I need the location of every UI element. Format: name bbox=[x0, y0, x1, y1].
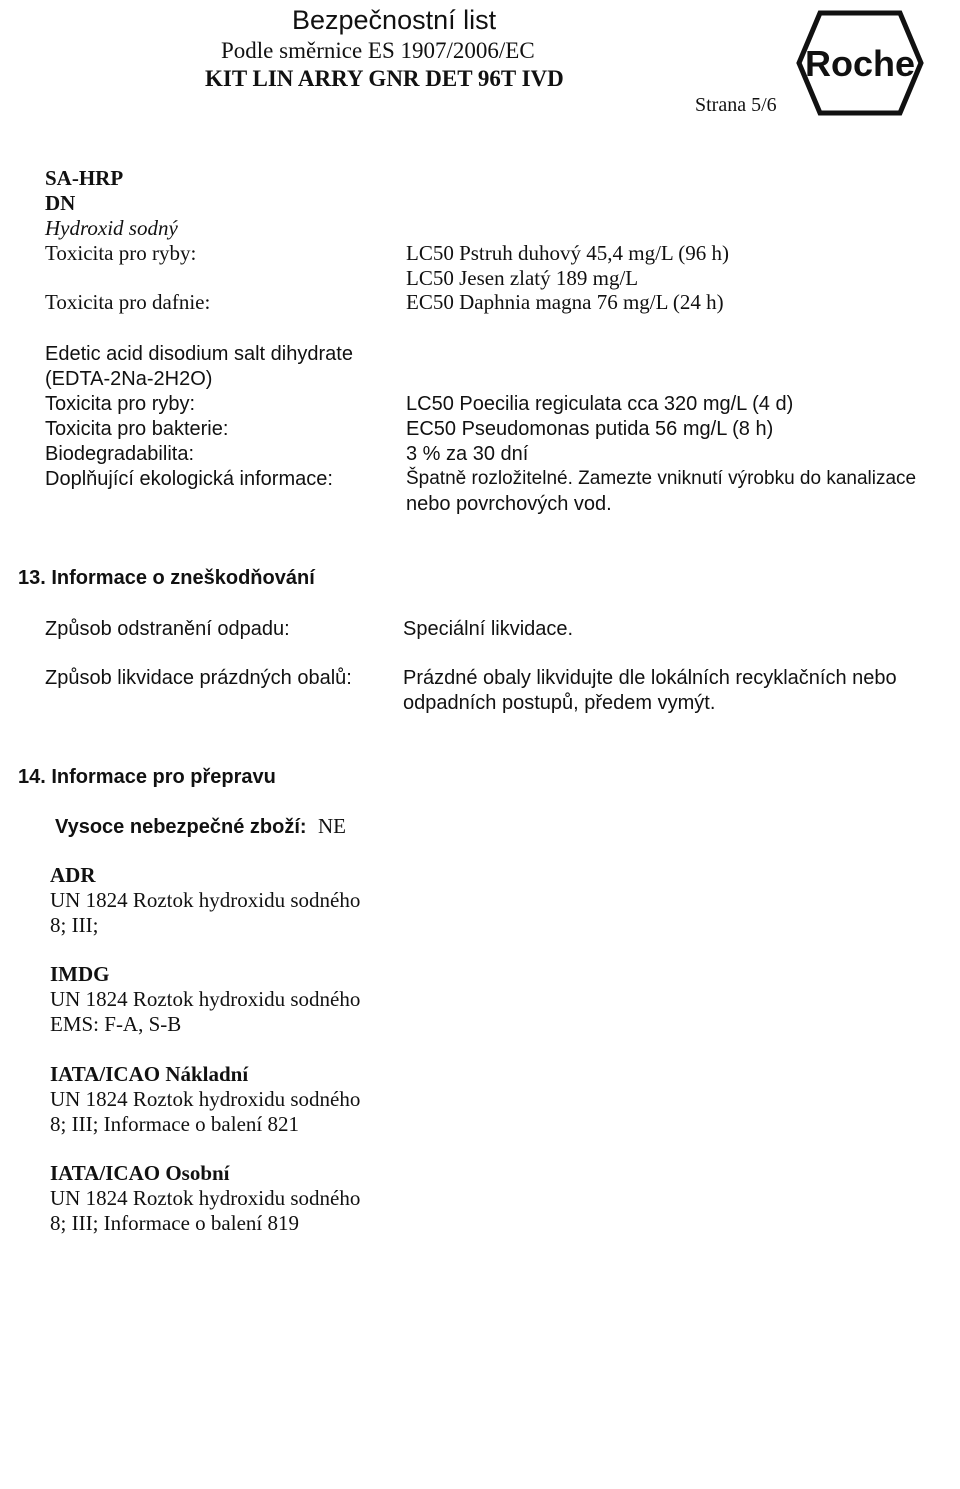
iata-passenger-line1: UN 1824 Roztok hydroxidu sodného bbox=[50, 1186, 361, 1210]
edta-fish-value: LC50 Poecilia regiculata cca 320 mg/L (4 d) bbox=[406, 393, 794, 415]
edta-extra-info-value-2: nebo povrchových vod. bbox=[406, 493, 612, 515]
waste-disposal-label: Způsob odstranění odpadu: bbox=[45, 618, 290, 640]
logo-wordmark: Roche bbox=[804, 43, 916, 84]
page-number: Strana 5/6 bbox=[695, 94, 777, 116]
iata-cargo-line1: UN 1824 Roztok hydroxidu sodného bbox=[50, 1087, 361, 1111]
edta-biodegradability-label: Biodegradabilita: bbox=[45, 443, 194, 465]
dangerous-goods-label: Vysoce nebezpečné zboží: bbox=[55, 816, 307, 838]
hydroxid-fish-value-1: LC50 Pstruh duhový 45,4 mg/L (96 h) bbox=[406, 241, 729, 265]
imdg-title: IMDG bbox=[50, 962, 110, 986]
iata-cargo-line2: 8; III; Informace o balení 821 bbox=[50, 1112, 299, 1136]
packaging-disposal-label: Způsob likvidace prázdných obalů: bbox=[45, 667, 352, 689]
edta-bacteria-label: Toxicita pro bakterie: bbox=[45, 418, 229, 440]
sahrp-heading: SA-HRP bbox=[45, 166, 124, 190]
hydroxid-heading: Hydroxid sodný bbox=[45, 216, 178, 240]
dangerous-goods-value: NE bbox=[318, 814, 346, 838]
document-title: Bezpečnostní list bbox=[292, 5, 497, 35]
packaging-disposal-value-2: odpadních postupů, předem vymýt. bbox=[403, 692, 716, 714]
section-13-heading: 13. Informace o zneškodňování bbox=[18, 567, 315, 589]
edta-heading-line1: Edetic acid disodium salt dihydrate bbox=[45, 343, 353, 365]
edta-extra-info-label: Doplňující ekologická informace: bbox=[45, 468, 333, 490]
regulation-subtitle: Podle směrnice ES 1907/2006/EC bbox=[221, 38, 535, 63]
product-name: KIT LIN ARRY GNR DET 96T IVD bbox=[205, 66, 564, 91]
hydroxid-daphnia-value: EC50 Daphnia magna 76 mg/L (24 h) bbox=[406, 290, 724, 314]
iata-passenger-line2: 8; III; Informace o balení 819 bbox=[50, 1211, 299, 1235]
roche-logo bbox=[795, 8, 925, 118]
waste-disposal-value: Speciální likvidace. bbox=[403, 618, 574, 640]
adr-line1: UN 1824 Roztok hydroxidu sodného bbox=[50, 888, 361, 912]
imdg-line2: EMS: F-A, S-B bbox=[50, 1012, 182, 1036]
hydroxid-fish-value-2: LC50 Jesen zlatý 189 mg/L bbox=[406, 266, 639, 290]
packaging-disposal-value-1: Prázdné obaly likvidujte dle lokálních recyklačních nebo bbox=[403, 667, 897, 689]
iata-cargo-title: IATA/ICAO Nákladní bbox=[50, 1062, 249, 1086]
edta-biodegradability-value: 3 % za 30 dní bbox=[406, 443, 529, 465]
section-14-heading: 14. Informace pro přepravu bbox=[18, 766, 276, 788]
imdg-line1: UN 1824 Roztok hydroxidu sodného bbox=[50, 987, 361, 1011]
adr-title: ADR bbox=[50, 863, 96, 887]
hydroxid-daphnia-label: Toxicita pro dafnie: bbox=[45, 290, 211, 314]
adr-line2: 8; III; bbox=[50, 913, 99, 937]
edta-fish-label: Toxicita pro ryby: bbox=[45, 393, 196, 415]
iata-passenger-title: IATA/ICAO Osobní bbox=[50, 1161, 230, 1185]
hydroxid-fish-label: Toxicita pro ryby: bbox=[45, 241, 197, 265]
edta-heading-line2: (EDTA-2Na-2H2O) bbox=[45, 368, 213, 390]
edta-bacteria-value: EC50 Pseudomonas putida 56 mg/L (8 h) bbox=[406, 418, 774, 440]
edta-extra-info-value-1: Špatně rozložitelné. Zamezte vniknutí výrobku do kanalizace bbox=[406, 468, 917, 489]
dn-heading: DN bbox=[45, 191, 76, 215]
